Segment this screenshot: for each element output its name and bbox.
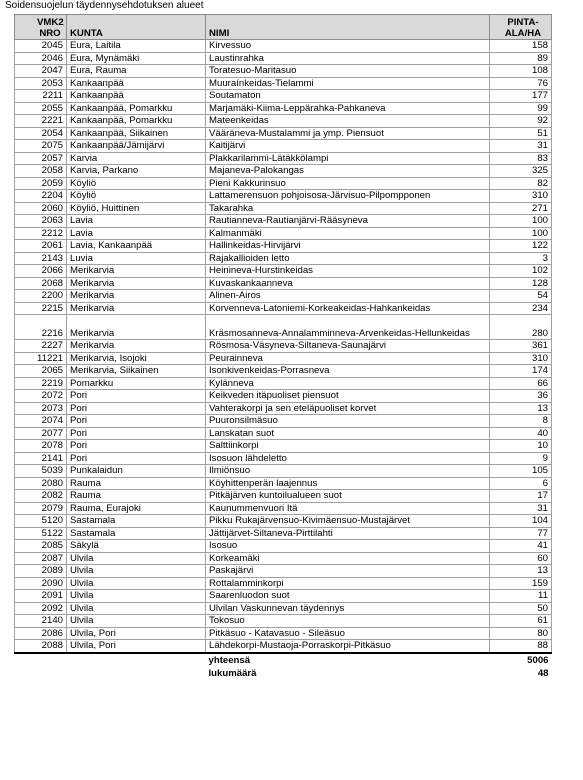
- cell-nro: 2086: [15, 627, 67, 640]
- cell-ala: 11: [490, 590, 552, 603]
- cell-kunta: Rauma: [67, 477, 206, 490]
- table-row: [15, 502, 552, 515]
- cell-nimi: Isonkivenkeidas-Porrasneva: [206, 365, 490, 378]
- cell-nro: 5122: [15, 527, 67, 540]
- cell-ala: 13: [490, 565, 552, 578]
- cell-kunta: Ulvila, Pori: [67, 627, 206, 640]
- cell-kunta: Kankaanpää: [67, 77, 206, 90]
- table-row: [15, 577, 552, 590]
- cell-nro: 2058: [15, 165, 67, 178]
- cell-kunta: Kankaanpää/Jämijärvi: [67, 140, 206, 153]
- table-row: [15, 252, 552, 265]
- table-row: [15, 140, 552, 153]
- table-footer-row: [15, 667, 552, 681]
- cell-kunta: Lavia: [67, 227, 206, 240]
- cell-kunta: Säkylä: [67, 540, 206, 553]
- cell-nro: 2055: [15, 102, 67, 115]
- areas-table: [14, 14, 552, 681]
- cell-ala: 13: [490, 402, 552, 415]
- cell-nro: 2204: [15, 190, 67, 203]
- cell-ala: 61: [490, 615, 552, 628]
- cell-nimi: Paskajärvi: [206, 565, 490, 578]
- cell-nimi: Kylänneva: [206, 377, 490, 390]
- cell-nro: 2212: [15, 227, 67, 240]
- cell-nro: 2066: [15, 265, 67, 278]
- cell-ala: 89: [490, 52, 552, 65]
- cell-nimi: Puuronsilmäsuo: [206, 415, 490, 428]
- cell-ala: 105: [490, 465, 552, 478]
- table-row: [15, 265, 552, 278]
- cell-nro: 2059: [15, 177, 67, 190]
- table-row: [15, 627, 552, 640]
- table-row: [15, 290, 552, 303]
- cell-nimi: Pieni Kakkurinsuo: [206, 177, 490, 190]
- cell-ala: 159: [490, 577, 552, 590]
- cell-kunta: Lavia: [67, 215, 206, 228]
- cell-nro: 5039: [15, 465, 67, 478]
- cell-ala: 100: [490, 215, 552, 228]
- cell-ala: 36: [490, 390, 552, 403]
- cell-kunta: Kankaanpää, Siikainen: [67, 127, 206, 140]
- cell-nimi: Laustinrahka: [206, 52, 490, 65]
- cell-nro: 2057: [15, 152, 67, 165]
- table-row: [15, 302, 552, 315]
- cell-nro: 2063: [15, 215, 67, 228]
- cell-nimi: Korvenneva-Latoniemi-Korkeakeidas-Hahkankeidas: [206, 302, 490, 315]
- cell-kunta: Ulvila: [67, 552, 206, 565]
- cell-nro: 2090: [15, 577, 67, 590]
- cell-kunta: Merikarvia: [67, 290, 206, 303]
- cell-nro: 2091: [15, 590, 67, 603]
- cell-nimi: Korkeamäki: [206, 552, 490, 565]
- cell-nro: 2215: [15, 302, 67, 315]
- table-row: [15, 152, 552, 165]
- cell-ala: 80: [490, 627, 552, 640]
- cell-nro: 2219: [15, 377, 67, 390]
- cell-kunta: Ulvila, Pori: [67, 640, 206, 653]
- cell-nimi: Peurainneva: [206, 352, 490, 365]
- cell-ala: 31: [490, 502, 552, 515]
- table-row: [15, 277, 552, 290]
- footer-label: lukumäärä: [208, 668, 257, 679]
- table-row: [15, 65, 552, 78]
- cell-ala: 17: [490, 490, 552, 503]
- cell-ala: 177: [490, 90, 552, 103]
- cell-nimi: Kaunummenvuori Itä: [206, 502, 490, 515]
- cell-kunta: Kankaanpää: [67, 90, 206, 103]
- table-row: [15, 352, 552, 365]
- cell-nro: 2216: [15, 315, 67, 340]
- cell-kunta: Sastamala: [67, 515, 206, 528]
- table-row: [15, 415, 552, 428]
- cell-ala: 50: [490, 602, 552, 615]
- cell-ala: 234: [490, 302, 552, 315]
- cell-nro: 2053: [15, 77, 67, 90]
- footer-value: 5006: [490, 653, 552, 668]
- footer-value: 48: [537, 668, 549, 679]
- cell-nro: 2141: [15, 452, 67, 465]
- cell-kunta: Pori: [67, 402, 206, 415]
- table-body: [15, 40, 552, 681]
- cell-ala: 66: [490, 377, 552, 390]
- cell-nro: 2065: [15, 365, 67, 378]
- cell-ala: 77: [490, 527, 552, 540]
- table-header-row: [15, 15, 552, 40]
- cell-kunta: Merikarvia: [67, 265, 206, 278]
- cell-ala: 40: [490, 427, 552, 440]
- cell-nro: 2221: [15, 115, 67, 128]
- cell-kunta: Kankaanpää, Pomarkku: [67, 102, 206, 115]
- cell-kunta: Luvia: [67, 252, 206, 265]
- cell-nro: 2079: [15, 502, 67, 515]
- table-row: [15, 477, 552, 490]
- cell-ala: 310: [490, 190, 552, 203]
- cell-nro: 2088: [15, 640, 67, 653]
- cell-kunta: Eura, Mynämäki: [67, 52, 206, 65]
- cell-ala: 6: [490, 477, 552, 490]
- cell-nimi: Soutamaton: [206, 90, 490, 103]
- cell-ala: 9: [490, 452, 552, 465]
- table-row: [15, 215, 552, 228]
- cell-nro: 5120: [15, 515, 67, 528]
- cell-nro: 2143: [15, 252, 67, 265]
- cell-ala: 54: [490, 290, 552, 303]
- cell-kunta: Pori: [67, 440, 206, 453]
- cell-nimi: Jättijärvet-Siltaneva-Pirttilahti: [206, 527, 490, 540]
- cell-nimi: Alinen-Airos: [206, 290, 490, 303]
- cell-kunta: Rauma: [67, 490, 206, 503]
- cell-kunta: Pori: [67, 415, 206, 428]
- cell-nimi: Keikveden itäpuoliset piensuot: [206, 390, 490, 403]
- cell-kunta: Merikarvia: [67, 277, 206, 290]
- footer-empty: [15, 667, 67, 681]
- cell-nro: 2045: [15, 40, 67, 53]
- cell-nimi: Kirvessuo: [206, 40, 490, 53]
- cell-nimi: Majaneva-Palokangas: [206, 165, 490, 178]
- cell-kunta: Merikarvia, Siikainen: [67, 365, 206, 378]
- cell-nimi: Kalmanmäki: [206, 227, 490, 240]
- cell-nimi: Saarenluodon suot: [206, 590, 490, 603]
- cell-nro: 2072: [15, 390, 67, 403]
- cell-nro: 2087: [15, 552, 67, 565]
- cell-kunta: Köyliö, Huittinen: [67, 202, 206, 215]
- table-row: [15, 240, 552, 253]
- cell-kunta: Merikarvia: [67, 340, 206, 353]
- cell-kunta: Karvia, Parkano: [67, 165, 206, 178]
- cell-nro: 11221: [15, 352, 67, 365]
- cell-ala: 104: [490, 515, 552, 528]
- cell-nimi: Muuraínkeidas-Tielammi: [206, 77, 490, 90]
- table-row: [15, 402, 552, 415]
- table-row: [15, 202, 552, 215]
- table-row: [15, 90, 552, 103]
- cell-nro: 2073: [15, 402, 67, 415]
- cell-ala: 10: [490, 440, 552, 453]
- cell-nimi: Heinineva-Hurstinkeidas: [206, 265, 490, 278]
- table-row: [15, 52, 552, 65]
- cell-nro: 2085: [15, 540, 67, 553]
- header-nro-label: VMK2 NRO: [37, 17, 64, 39]
- page-title: Soidensuojelun täydennysehdotuksen alueet: [5, 0, 204, 11]
- cell-ala: 3: [490, 252, 552, 265]
- cell-kunta: Eura, Rauma: [67, 65, 206, 78]
- table-row: [15, 515, 552, 528]
- cell-kunta: Ulvila: [67, 590, 206, 603]
- cell-ala: 51: [490, 127, 552, 140]
- cell-ala: 100: [490, 227, 552, 240]
- table-row: [15, 465, 552, 478]
- cell-kunta: Köyliö: [67, 190, 206, 203]
- table-row: [15, 102, 552, 115]
- cell-nimi: Pikku Rukajärvensuo-Kivimäensuo-Mustajärvet: [206, 515, 490, 528]
- cell-ala: 108: [490, 65, 552, 78]
- cell-kunta: Sastamala: [67, 527, 206, 540]
- table-row: [15, 177, 552, 190]
- cell-nimi: Toratesuo-Maritasuo: [206, 65, 490, 78]
- cell-kunta: Kankaanpää, Pomarkku: [67, 115, 206, 128]
- cell-nimi: Lattamerensuon pohjoisosa-Järvisuo-Pilpompponen: [206, 190, 490, 203]
- cell-nimi: Pitkäsuo - Katavasuo - Sileäsuo: [206, 627, 490, 640]
- table-row: [15, 390, 552, 403]
- cell-ala: 99: [490, 102, 552, 115]
- cell-ala: 60: [490, 552, 552, 565]
- cell-ala: 271: [490, 202, 552, 215]
- footer-empty: [67, 653, 206, 668]
- cell-ala: 92: [490, 115, 552, 128]
- cell-ala: 76: [490, 77, 552, 90]
- cell-nimi: Rajakallioiden letto: [206, 252, 490, 265]
- cell-nro: 2060: [15, 202, 67, 215]
- header-ala-label: PINTA-ALA/HA: [504, 17, 542, 39]
- cell-nimi: Tokosuo: [206, 615, 490, 628]
- cell-kunta: Ulvila: [67, 565, 206, 578]
- cell-nro: 2054: [15, 127, 67, 140]
- footer-empty: [15, 653, 67, 668]
- header-nro: [15, 15, 67, 40]
- cell-nimi: Köyhittenperän laajennus: [206, 477, 490, 490]
- cell-ala: 8: [490, 415, 552, 428]
- cell-ala: 158: [490, 40, 552, 53]
- cell-nimi: Takarahka: [206, 202, 490, 215]
- cell-kunta: Merikarvia, Isojoki: [67, 352, 206, 365]
- cell-kunta: Pori: [67, 427, 206, 440]
- cell-nro: 2077: [15, 427, 67, 440]
- cell-ala: 122: [490, 240, 552, 253]
- cell-kunta: Karvia: [67, 152, 206, 165]
- cell-nimi: Isosuo: [206, 540, 490, 553]
- cell-ala: 83: [490, 152, 552, 165]
- cell-nimi: Kräsmosanneva-Annalamminneva-Arvenkeidas-Hellunkeidas: [206, 315, 490, 340]
- cell-nimi: Hallinkeidas-Hirvijärvi: [206, 240, 490, 253]
- cell-nimi: Kuvaskankaanneva: [206, 277, 490, 290]
- table-row: [15, 340, 552, 353]
- table-row: [15, 365, 552, 378]
- cell-nro: 2074: [15, 415, 67, 428]
- cell-nimi: Pitkäjärven kuntoilualueen suot: [206, 490, 490, 503]
- cell-nro: 2075: [15, 140, 67, 153]
- cell-nimi: Mateenkeidas: [206, 115, 490, 128]
- cell-kunta: Köyliö: [67, 177, 206, 190]
- table-row: [15, 490, 552, 503]
- cell-nimi: Vahterakorpi ja sen eteläpuoliset korvet: [206, 402, 490, 415]
- cell-nimi: Salttiinkorpi: [206, 440, 490, 453]
- cell-kunta: Pori: [67, 390, 206, 403]
- cell-nro: 2047: [15, 65, 67, 78]
- cell-nimi: Rösmosa-Väsyneva-Siltaneva-Saunajärvi: [206, 340, 490, 353]
- cell-nro: 2211: [15, 90, 67, 103]
- cell-nro: 2227: [15, 340, 67, 353]
- cell-ala: 102: [490, 265, 552, 278]
- header-kunta: KUNTA: [67, 15, 206, 40]
- cell-nro: 2061: [15, 240, 67, 253]
- table-row: [15, 165, 552, 178]
- header-ala: [490, 15, 552, 40]
- cell-ala: 310: [490, 352, 552, 365]
- cell-ala: 41: [490, 540, 552, 553]
- cell-ala: 82: [490, 177, 552, 190]
- table-row: [15, 552, 552, 565]
- cell-nro: 2140: [15, 615, 67, 628]
- table-row: [15, 540, 552, 553]
- table-row: [15, 227, 552, 240]
- cell-nro: 2092: [15, 602, 67, 615]
- cell-kunta: Eura, Laitila: [67, 40, 206, 53]
- cell-kunta: Merikarvia: [67, 315, 206, 340]
- table-row: [15, 640, 552, 653]
- cell-kunta: Ulvila: [67, 615, 206, 628]
- table-row: [15, 565, 552, 578]
- table-row: [15, 77, 552, 90]
- cell-nimi: Lähdekorpi-Mustaoja-Porraskorpi-Pitkäsuo: [206, 640, 490, 653]
- table-footer-row: [15, 653, 552, 668]
- cell-ala: 174: [490, 365, 552, 378]
- cell-kunta: Ulvila: [67, 602, 206, 615]
- table-row: [15, 590, 552, 603]
- cell-nro: 2046: [15, 52, 67, 65]
- table-row: [15, 427, 552, 440]
- table-row: [15, 315, 552, 340]
- footer-label: yhteensä: [206, 653, 490, 668]
- table-row: [15, 527, 552, 540]
- cell-kunta: Pomarkku: [67, 377, 206, 390]
- cell-nro: 2082: [15, 490, 67, 503]
- cell-ala: 31: [490, 140, 552, 153]
- table-row: [15, 190, 552, 203]
- table-row: [15, 127, 552, 140]
- table-row: [15, 377, 552, 390]
- cell-nimi: Ulvilan Vaskunnevan täydennys: [206, 602, 490, 615]
- cell-nimi: Kaitijärvi: [206, 140, 490, 153]
- cell-nro: 2068: [15, 277, 67, 290]
- table-row: [15, 115, 552, 128]
- cell-ala: 361: [490, 340, 552, 353]
- table-row: [15, 602, 552, 615]
- cell-nro: 2078: [15, 440, 67, 453]
- cell-nimi: Marjamäki-Kiima-Leppärahka-Pahkaneva: [206, 102, 490, 115]
- cell-nimi: Rautianneva-Rautianjärvi-Rääsyneva: [206, 215, 490, 228]
- table-row: [15, 615, 552, 628]
- cell-kunta: Rauma, Eurajoki: [67, 502, 206, 515]
- cell-nimi: Plakkarilammi-Lätäkkölampi: [206, 152, 490, 165]
- table-row: [15, 40, 552, 53]
- cell-ala: 128: [490, 277, 552, 290]
- table-row: [15, 452, 552, 465]
- cell-kunta: Pori: [67, 452, 206, 465]
- cell-ala: 325: [490, 165, 552, 178]
- cell-kunta: Merikarvia: [67, 302, 206, 315]
- cell-ala: 88: [490, 640, 552, 653]
- header-nimi: NIMI: [206, 15, 490, 40]
- cell-kunta: Punkalaidun: [67, 465, 206, 478]
- table-row: [15, 440, 552, 453]
- cell-nro: 2080: [15, 477, 67, 490]
- cell-nro: 2200: [15, 290, 67, 303]
- footer-empty: [67, 667, 206, 681]
- cell-nro: 2089: [15, 565, 67, 578]
- cell-nimi: Ilmiönsuo: [206, 465, 490, 478]
- cell-nimi: Lanskatan suot: [206, 427, 490, 440]
- cell-nimi: Rottalamminkorpi: [206, 577, 490, 590]
- cell-kunta: Lavia, Kankaanpää: [67, 240, 206, 253]
- cell-kunta: Ulvila: [67, 577, 206, 590]
- cell-nimi: Vääräneva-Mustalammi ja ymp. Piensuot: [206, 127, 490, 140]
- cell-nimi: Isosuon lähdeletto: [206, 452, 490, 465]
- cell-ala: 280: [490, 315, 552, 340]
